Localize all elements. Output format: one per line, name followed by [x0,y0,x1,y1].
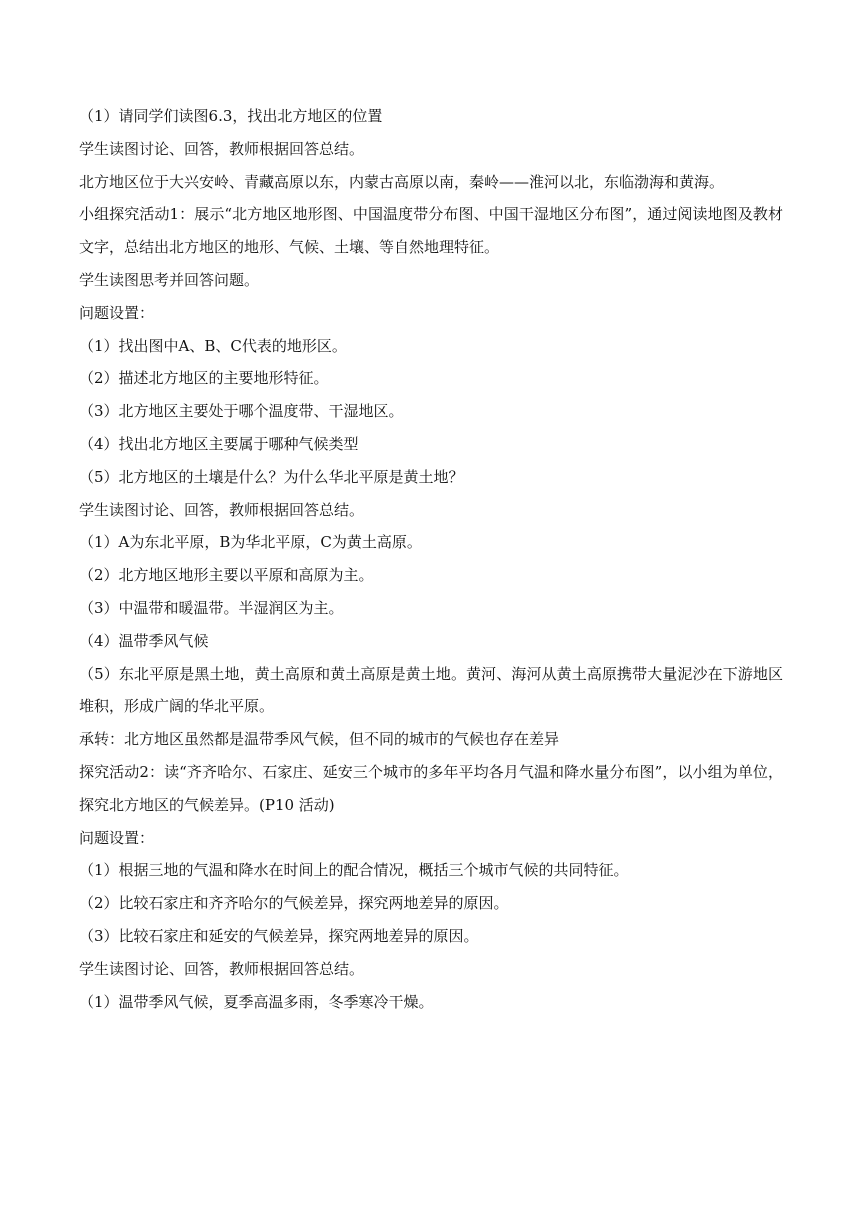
paragraph-question-heading: 问题设置： [79,303,155,322]
paragraph-answer-1: （1）A为东北平原，B为华北平原，C为黄土高原。 [79,533,422,552]
paragraph-location-question: （1）请同学们读图6.3，找出北方地区的位置 [79,107,383,125]
paragraph-student-discussion: 学生读图讨论、回答，教师根据回答总结。 [79,139,365,158]
paragraph-student-discussion: 学生读图讨论、回答，教师根据回答总结。 [79,500,365,519]
paragraph-activity-2: 探究活动2：读“齐齐哈尔、石家庄、延安三个城市的多年平均各月气温和降水量分布图”，以小组为单位，探究北方地区的气候差异。(P10 活动) [79,762,783,814]
paragraph-question-4: （4）找出北方地区主要属于哪种气候类型 [79,434,359,453]
paragraph-answer-4: （4）温带季风气候 [79,631,209,650]
document-body [79,100,783,1018]
paragraph-location-answer: 北方地区位于大兴安岭、青藏高原以东，内蒙古高原以南，秦岭——淮河以北，东临渤海和黄海。 [79,172,725,191]
paragraph-answer-2: （2）北方地区地形主要以平原和高原为主。 [79,566,374,585]
paragraph-question-1: （1）找出图中A、B、C代表的地形区。 [79,336,347,355]
paragraph-answer-3: （3）中温带和暖温带。半湿润区为主。 [79,598,344,617]
paragraph-question-1: （1）根据三地的气温和降水在时间上的配合情况，概括三个城市气候的共同特征。 [79,861,629,880]
paragraph-question-5: （5）北方地区的土壤是什么？为什么华北平原是黄土地？ [79,467,464,486]
paragraph-answer-1: （1）温带季风气候，夏季高温多雨，冬季寒冷干燥。 [79,992,434,1011]
paragraph-activity-1: 小组探究活动1：展示“北方地区地形图、中国温度带分布图、中国干湿地区分布图”，通过阅读地图及教材文字，总结出北方地区的地形、气候、土壤、等自然地理特征。 [79,205,783,257]
paragraph-student-discussion: 学生读图讨论、回答，教师根据回答总结。 [79,959,365,978]
paragraph-question-heading: 问题设置： [79,828,155,847]
paragraph-question-3: （3）北方地区主要处于哪个温度带、干湿地区。 [79,402,404,421]
paragraph-answer-5: （5）东北平原是黑土地，黄土高原和黄土高原是黄土地。黄河、海河从黄土高原携带大量泥沙在下游地区堆积，形成广阔的华北平原。 [79,664,783,716]
paragraph-question-2: （2）描述北方地区的主要地形特征。 [79,369,329,388]
paragraph-student-think: 学生读图思考并回答问题。 [79,270,260,289]
paragraph-question-3: （3）比较石家庄和延安的气候差异，探究两地差异的原因。 [79,926,479,945]
paragraph-transition: 承转：北方地区虽然都是温带季风气候，但不同的城市的气候也存在差异 [79,730,560,749]
paragraph-question-2: （2）比较石家庄和齐齐哈尔的气候差异，探究两地差异的原因。 [79,894,509,913]
